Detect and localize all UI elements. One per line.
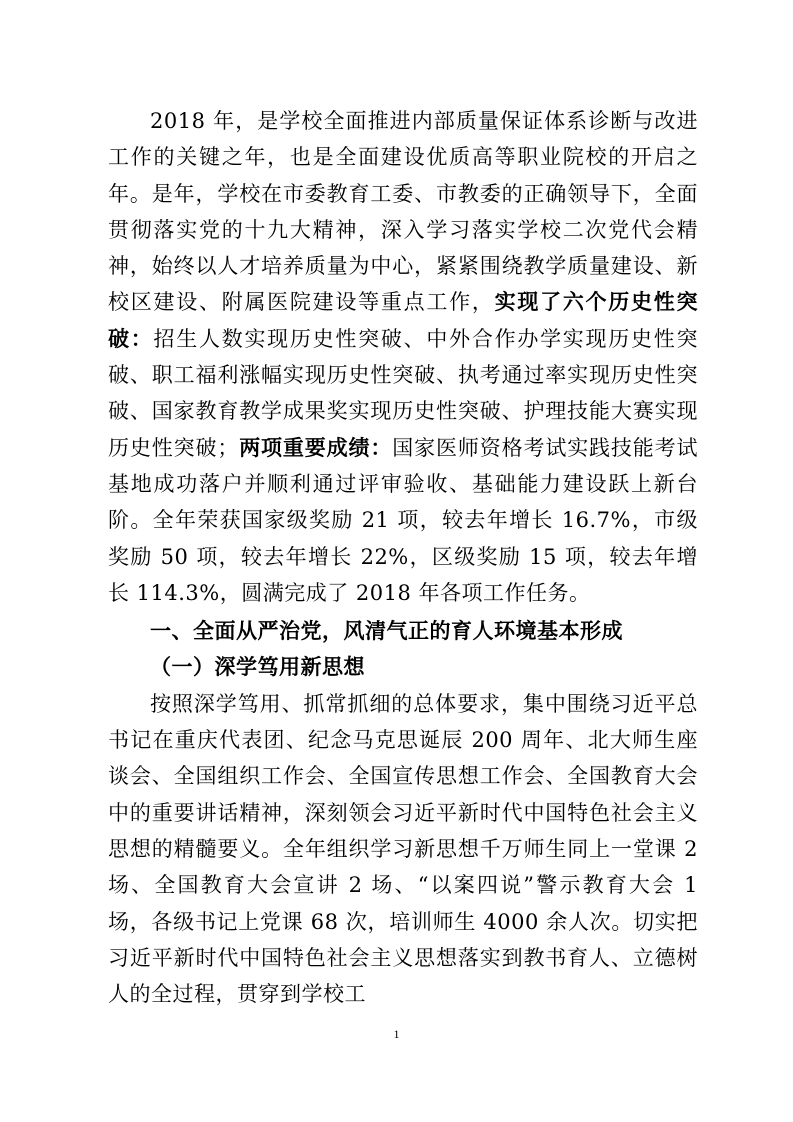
- intro-text-3: 国家医师资格考试实践技能考试基地成功落户并顺利通过评审验收、基础能力建设跃上新台阶。全年荣获国家级奖励 21 项，较去年增长 16.7%，市级奖励 50 项，较去年增长 22%，区级奖励 15 项，较去年增长 114.3%，圆满完成了 2018 年各项工作任务。: [108, 435, 699, 605]
- intro-highlight-achievements: 两项重要成绩：: [238, 434, 393, 460]
- section-heading: 一、全面从严治党，风清气正的育人环境基本形成: [150, 618, 623, 644]
- subsection-paragraph: 按照深学笃用、抓常抓细的总体要求，集中围绕习近平总书记在重庆代表团、纪念马克思诞辰 200 周年、北大师生座谈会、全国组织工作会、全国宣传思想工作会、全国教育大会中的重要讲话精神，深刻领会习近平新时代中国特色社会主义思想的精髓要义。全年组织学习新思想千万师生同上一堂课 2 场、全国教育大会宣讲 2 场、“以案四说”警示教育大会 1 场，各级书记上党课 68 次，培训师生 4000 余人次。切实把习近平新时代中国特色社会主义思想落实到教书育人、立德树人的全过程，贯穿到学校工: [108, 691, 698, 1007]
- intro-paragraph: [108, 103, 698, 611]
- document-body: [108, 103, 698, 1012]
- subsection-heading: （一）深学笃用新思想: [150, 654, 365, 680]
- intro-text-1: 2018 年，是学校全面推进内部质量保证体系诊断与改进工作的关键之年，也是全面建设优质高等职业院校的开启之年。是年，学校在市委教育工委、市教委的正确领导下，全面贯彻落实党的十九大精神，深入学习落实学校二次党代会精神，始终以人才培养质量为中心，紧紧围绕教学质量建设、新校区建设、附属医院建设等重点工作，: [108, 109, 698, 315]
- intro-text-2: 招生人数实现历史性突破、中外合作办学实现历史性突破、职工福利涨幅实现历史性突破、执考通过率实现历史性突破、国家教育教学成果奖实现历史性突破、护理技能大赛实现历史性突破；: [108, 326, 699, 460]
- page-number: 1: [393, 1027, 400, 1041]
- intro-highlight-breakthroughs: 实现了六个历史性突破：: [108, 289, 699, 351]
